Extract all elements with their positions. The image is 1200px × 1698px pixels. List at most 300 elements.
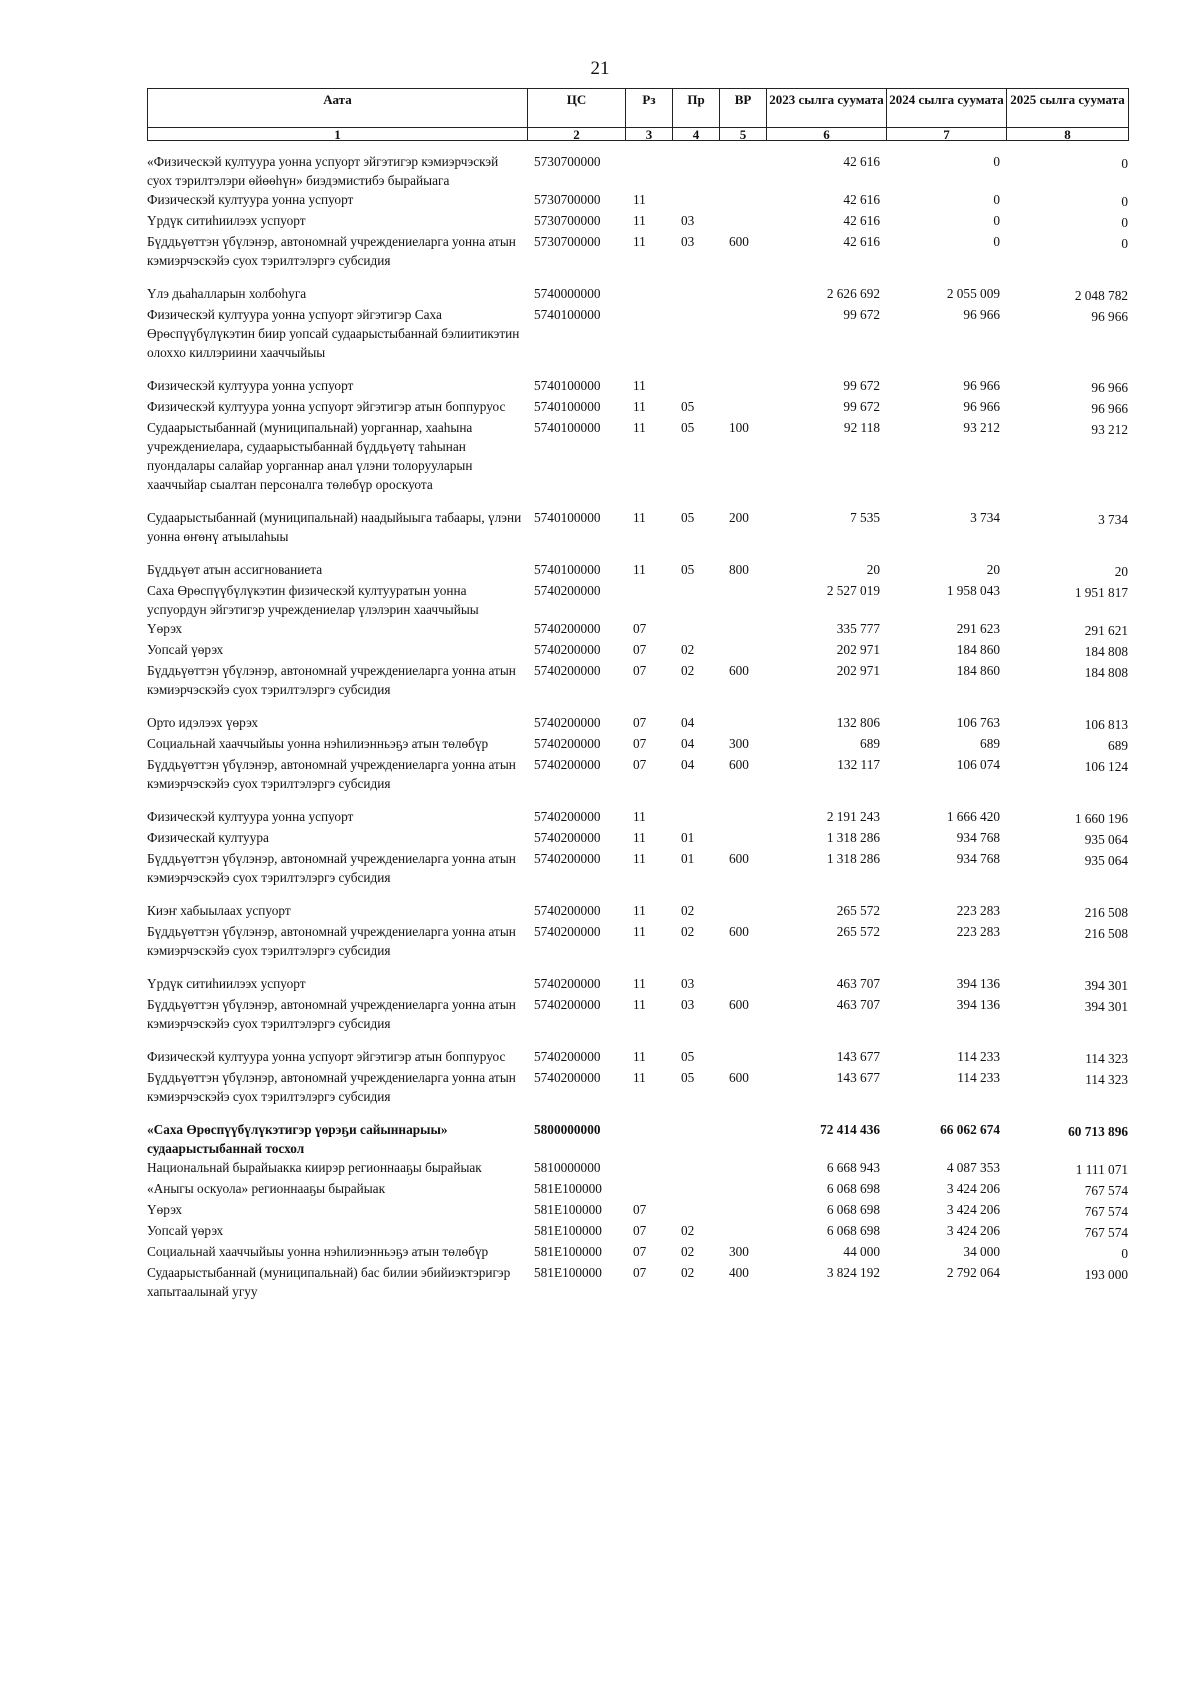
row-vr: 300: [729, 1244, 749, 1259]
column-number: 2: [528, 128, 626, 141]
row-rz: 11: [633, 234, 646, 249]
row-rz: [625, 284, 672, 305]
row-2025: 93 212: [1091, 422, 1128, 437]
table-row: [147, 211, 1128, 232]
table-row: [147, 1179, 1128, 1200]
row-pr: [672, 807, 719, 828]
row-name: Физическэй култуура уонна успуорт: [147, 809, 354, 824]
row-2025: 184 808: [1084, 644, 1128, 659]
row-rz: 11: [633, 903, 646, 918]
row-2024: 934 768: [956, 830, 1000, 845]
row-vr: [719, 619, 766, 640]
row-2025: 0: [1121, 215, 1128, 230]
row-pr: [672, 1200, 719, 1221]
column-number: 6: [767, 128, 887, 141]
row-name: Бүддьүөттэн үбүлэнэр, автономнай учреждениеларга уонна атын кэмиэрчэскэйэ суох тэрилтэлэргэ субсидия: [147, 997, 516, 1031]
row-vr: [719, 828, 766, 849]
row-rz: [625, 1120, 672, 1158]
row-2023: 2 626 692: [826, 286, 880, 301]
row-rz: 11: [633, 976, 646, 991]
row-name: Киэҥ хабыылаах успуорт: [147, 903, 291, 918]
page-number: 21: [590, 58, 610, 79]
row-cs: 5730700000: [534, 192, 601, 207]
row-name: Физическэй култуура уонна успуорт эйгэтигэр Саха Өрөспүүбүлүкэтин биир уопсай судаарыстыбаннай бэлиитикэтин олоххо киллэриини хааччыйыы: [147, 307, 520, 360]
row-name: Бүддьүөттэн үбүлэнэр, автономнай учреждениеларга уонна атын кэмиэрчэскэйэ суох тэрилтэлэргэ субсидия: [147, 1070, 516, 1104]
row-name: Судаарыстыбаннай (муниципальнай) уорганнар, хааһына учреждениелара, судаарыстыбаннай бүддьүөтү таһынан пуондалары салайар уорганнар анал үлэни толорууларын хааччыйар сыалтан персоналга төлөбүр ороскуота: [147, 420, 473, 492]
row-2025: 184 808: [1084, 665, 1128, 680]
row-2023: 689: [860, 736, 880, 751]
row-pr: 05: [681, 1049, 695, 1064]
row-pr: 05: [681, 1070, 695, 1085]
row-2023: 335 777: [836, 621, 880, 636]
row-2023: 3 824 192: [826, 1265, 880, 1280]
row-cs: 5740200000: [534, 924, 601, 939]
table-row: [147, 284, 1128, 305]
row-name: Бүддьүөттэн үбүлэнэр, автономнай учреждениеларга уонна атын кэмиэрчэскэйэ суох тэрилтэлэргэ субсидия: [147, 663, 516, 697]
row-2024: 2 055 009: [946, 286, 1000, 301]
header-col-name: Аата: [148, 89, 528, 128]
row-2023: 42 616: [843, 154, 880, 169]
row-pr: 03: [681, 976, 695, 991]
row-2025: 96 966: [1091, 380, 1128, 395]
table-row: [147, 1120, 1128, 1158]
row-pr: 05: [681, 399, 695, 414]
row-vr: [719, 211, 766, 232]
row-name: Судаарыстыбаннай (муниципальнай) наадыйыыга табаары, үлэни уонна өҥөнү атыылаһыы: [147, 510, 522, 544]
table-row: [147, 901, 1128, 922]
row-cs: 5740100000: [534, 420, 601, 435]
row-2024: 34 000: [963, 1244, 1000, 1259]
row-2024: 4 087 353: [946, 1160, 1000, 1175]
row-2025: 0: [1121, 156, 1128, 171]
row-rz: 11: [633, 399, 646, 414]
row-name: Уопсай үөрэх: [147, 1223, 224, 1238]
row-2025: 216 508: [1084, 905, 1128, 920]
row-cs: 5740200000: [534, 1049, 601, 1064]
row-2023: 143 677: [836, 1070, 880, 1085]
row-2023: 202 971: [836, 642, 880, 657]
row-vr: [719, 640, 766, 661]
row-2023: 463 707: [836, 997, 880, 1012]
row-2024: 106 074: [956, 757, 1000, 772]
row-rz: 07: [633, 1202, 647, 1217]
row-rz: 11: [633, 1070, 646, 1085]
row-rz: 07: [633, 642, 647, 657]
row-2023: 265 572: [836, 903, 880, 918]
row-rz: [625, 305, 672, 376]
row-vr: [719, 1221, 766, 1242]
row-cs: 5740200000: [534, 736, 601, 751]
table-row: [147, 640, 1128, 661]
row-vr: 600: [729, 1070, 749, 1085]
row-vr: [719, 974, 766, 995]
row-pr: [672, 305, 719, 376]
row-vr: [719, 284, 766, 305]
row-pr: 03: [681, 213, 695, 228]
table-row: [147, 713, 1128, 734]
row-cs: 581E100000: [534, 1265, 602, 1280]
row-pr: [672, 284, 719, 305]
column-number: 3: [626, 128, 673, 141]
row-2024: 394 136: [956, 976, 1000, 991]
row-2025: 935 064: [1084, 853, 1128, 868]
row-cs: 5800000000: [534, 1122, 601, 1137]
row-rz: 11: [633, 997, 646, 1012]
row-2023: 2 527 019: [826, 583, 880, 598]
row-2025: 767 574: [1084, 1204, 1128, 1219]
row-vr: [719, 713, 766, 734]
row-2024: 96 966: [963, 399, 1000, 414]
row-vr: 600: [729, 851, 749, 866]
row-rz: 07: [633, 1265, 647, 1280]
row-rz: 11: [633, 420, 646, 435]
row-2024: 223 283: [956, 924, 1000, 939]
row-cs: 5740200000: [534, 663, 601, 678]
table-row: [147, 807, 1128, 828]
row-2023: 265 572: [836, 924, 880, 939]
row-name: Үрдүк ситиһиилээх успуорт: [147, 213, 306, 228]
table-row: [147, 619, 1128, 640]
row-2023: 6 668 943: [826, 1160, 880, 1175]
row-2024: 2 792 064: [946, 1265, 1000, 1280]
row-name: Бүддьүөттэн үбүлэнэр, автономнай учреждениеларга уонна атын кэмиэрчэскэйэ суох тэрилтэлэргэ субсидия: [147, 234, 516, 268]
row-2025: 394 301: [1084, 978, 1128, 993]
row-rz: 07: [633, 736, 647, 751]
row-2024: 3 424 206: [946, 1223, 1000, 1238]
table-row: [147, 1263, 1128, 1301]
row-pr: 05: [681, 420, 695, 435]
row-vr: 300: [729, 736, 749, 751]
row-vr: [719, 901, 766, 922]
row-name: Физическэй култуура уонна успуорт эйгэтигэр атын боппуруос: [147, 399, 506, 414]
row-vr: 100: [729, 420, 749, 435]
row-rz: 11: [633, 562, 646, 577]
row-pr: [672, 1120, 719, 1158]
row-name: Судаарыстыбаннай (муниципальнай) бас билии эбийиэктэригэр хапытаалынай угуу: [147, 1265, 511, 1299]
table-row: [147, 1158, 1128, 1179]
table-row: [147, 849, 1128, 901]
column-number: 7: [887, 128, 1007, 141]
row-pr: [672, 190, 719, 211]
header-col-2023: 2023 сылга суумата: [767, 89, 887, 128]
row-rz: 07: [633, 663, 647, 678]
row-2023: 202 971: [836, 663, 880, 678]
row-pr: 04: [681, 736, 695, 751]
row-2024: 1 666 420: [946, 809, 1000, 824]
row-2023: 99 672: [843, 399, 880, 414]
row-rz: 07: [633, 1223, 647, 1238]
row-pr: 02: [681, 642, 695, 657]
row-2025: 3 734: [1098, 512, 1128, 527]
row-2025: 1 660 196: [1074, 811, 1128, 826]
row-2025: 0: [1121, 1246, 1128, 1261]
row-pr: 05: [681, 562, 695, 577]
row-cs: 5730700000: [534, 213, 601, 228]
row-vr: [719, 152, 766, 190]
row-rz: 07: [633, 621, 647, 636]
row-cs: 5740200000: [534, 757, 601, 772]
row-2024: 20: [986, 562, 1000, 577]
row-2024: 184 860: [956, 642, 1000, 657]
row-2023: 92 118: [843, 420, 880, 435]
row-2025: 20: [1114, 564, 1128, 579]
row-cs: 5740200000: [534, 830, 601, 845]
row-pr: 04: [681, 715, 695, 730]
column-number: 1: [148, 128, 528, 141]
row-vr: [719, 376, 766, 397]
row-name: Бүддьүөттэн үбүлэнэр, автономнай учреждениеларга уонна атын кэмиэрчэскэйэ суох тэрилтэлэргэ субсидия: [147, 851, 516, 885]
row-vr: [719, 1179, 766, 1200]
row-vr: [719, 581, 766, 619]
row-rz: 11: [633, 924, 646, 939]
row-rz: [625, 152, 672, 190]
row-cs: 5740100000: [534, 510, 601, 525]
header-col-cs: ЦС: [528, 89, 626, 128]
row-2024: 3 734: [970, 510, 1000, 525]
row-vr: [719, 1120, 766, 1158]
row-name: Уопсай үөрэх: [147, 642, 224, 657]
row-2025: 0: [1121, 194, 1128, 209]
row-name: Саха Өрөспүүбүлүкэтин физическэй култууратын уонна успуордун эйгэтигэр учреждениелар үлэлэрин хааччыйыы: [147, 583, 479, 617]
row-2025: 291 621: [1084, 623, 1128, 638]
row-2023: 463 707: [836, 976, 880, 991]
row-2023: 42 616: [843, 192, 880, 207]
table-row: [147, 755, 1128, 807]
row-cs: 581E100000: [534, 1223, 602, 1238]
row-vr: [719, 305, 766, 376]
table-row: [147, 1068, 1128, 1120]
table-row: [147, 995, 1128, 1047]
row-pr: 02: [681, 924, 695, 939]
row-vr: 600: [729, 997, 749, 1012]
row-rz: [625, 581, 672, 619]
row-2025: 1 951 817: [1074, 585, 1128, 600]
row-2025: 193 000: [1084, 1267, 1128, 1282]
row-2025: 216 508: [1084, 926, 1128, 941]
row-name: «Аныгы оскуола» регионнааҕы бырайыак: [147, 1181, 386, 1196]
row-cs: 5740200000: [534, 621, 601, 636]
row-vr: 800: [729, 562, 749, 577]
row-rz: 11: [633, 192, 646, 207]
row-2024: 114 233: [957, 1070, 1000, 1085]
row-2025: 1 111 071: [1075, 1162, 1128, 1177]
row-cs: 5740200000: [534, 809, 601, 824]
row-2024: 0: [993, 213, 1000, 228]
row-2023: 1 318 286: [826, 830, 880, 845]
row-cs: 5730700000: [534, 154, 601, 169]
row-2024: 96 966: [963, 378, 1000, 393]
row-2024: 934 768: [956, 851, 1000, 866]
row-vr: [719, 397, 766, 418]
row-2023: 6 068 698: [826, 1223, 880, 1238]
row-rz: 11: [633, 851, 646, 866]
row-pr: 05: [681, 510, 695, 525]
row-2023: 42 616: [843, 213, 880, 228]
row-2025: 935 064: [1084, 832, 1128, 847]
row-cs: 581E100000: [534, 1181, 602, 1196]
row-2025: 60 713 896: [1068, 1124, 1128, 1139]
row-name: «Физическэй култуура уонна успуорт эйгэтигэр кэмиэрчэскэй суох тэрилтэлэри өйөөһүн» биэдэмистибэ бырайыага: [147, 154, 499, 188]
row-2025: 767 574: [1084, 1225, 1128, 1240]
row-2024: 0: [993, 192, 1000, 207]
row-vr: 600: [729, 924, 749, 939]
row-2023: 42 616: [843, 234, 880, 249]
row-2025: 114 323: [1085, 1051, 1128, 1066]
table-row: [147, 1047, 1128, 1068]
row-2025: 106 813: [1084, 717, 1128, 732]
row-name: Физическэй култуура уонна успуорт: [147, 192, 354, 207]
row-2025: 106 124: [1084, 759, 1128, 774]
row-2024: 66 062 674: [940, 1122, 1000, 1137]
row-rz: [625, 1158, 672, 1179]
row-2023: 99 672: [843, 378, 880, 393]
row-2023: 6 068 698: [826, 1181, 880, 1196]
row-cs: 581E100000: [534, 1202, 602, 1217]
row-2025: 767 574: [1084, 1183, 1128, 1198]
table-row: [147, 376, 1128, 397]
row-name: Социальнай хааччыйыы уонна нэһилиэнньэҕэ атын төлөбүр: [147, 1244, 489, 1259]
row-name: Бүддьүөт атын ассигнованиета: [147, 562, 323, 577]
row-vr: 400: [729, 1265, 749, 1280]
row-cs: 581E100000: [534, 1244, 602, 1259]
row-2024: 3 424 206: [946, 1181, 1000, 1196]
row-cs: 5740200000: [534, 851, 601, 866]
header-col-2024: 2024 сылга суумата: [887, 89, 1007, 128]
row-pr: 01: [681, 830, 695, 845]
table-row: [147, 1221, 1128, 1242]
column-number: 4: [673, 128, 720, 141]
row-vr: 200: [729, 510, 749, 525]
row-vr: 600: [729, 234, 749, 249]
row-pr: 02: [681, 1223, 695, 1238]
table-row: [147, 305, 1128, 376]
row-name: Орто идэлээх үөрэх: [147, 715, 258, 730]
row-pr: 03: [681, 234, 695, 249]
row-pr: [672, 152, 719, 190]
row-2023: 99 672: [843, 307, 880, 322]
row-2023: 72 414 436: [820, 1122, 880, 1137]
table-row: [147, 190, 1128, 211]
row-2025: 689: [1108, 738, 1128, 753]
header-col-rz: Рз: [626, 89, 673, 128]
row-rz: 11: [633, 830, 646, 845]
row-rz: 11: [633, 510, 646, 525]
row-pr: 02: [681, 1265, 695, 1280]
row-cs: 5740200000: [534, 583, 601, 598]
row-name: Физическэй култуура уонна успуорт: [147, 378, 354, 393]
table-row: [147, 232, 1128, 284]
row-vr: [719, 1047, 766, 1068]
table-row: [147, 1200, 1128, 1221]
row-2025: 96 966: [1091, 401, 1128, 416]
row-2023: 2 191 243: [826, 809, 880, 824]
row-cs: 5740200000: [534, 903, 601, 918]
column-number: 5: [720, 128, 767, 141]
budget-table: [147, 152, 1128, 1301]
row-name: «Саха Өрөспүүбүлүкэтигэр үөрэҕи сайыннарыы» судаарыстыбаннай тосхол: [147, 1122, 448, 1156]
table-row: [147, 922, 1128, 974]
table-row: [147, 418, 1128, 508]
row-cs: 5740200000: [534, 715, 601, 730]
row-cs: 5730700000: [534, 234, 601, 249]
row-cs: 5740100000: [534, 378, 601, 393]
row-name: Үөрэх: [147, 621, 183, 636]
row-2024: 3 424 206: [946, 1202, 1000, 1217]
header-column-numbers: [148, 128, 1129, 141]
row-2025: 394 301: [1084, 999, 1128, 1014]
row-pr: 03: [681, 997, 695, 1012]
row-pr: [672, 1179, 719, 1200]
row-2024: 394 136: [956, 997, 1000, 1012]
row-2025: 2 048 782: [1074, 288, 1128, 303]
header-col-vr: ВР: [720, 89, 767, 128]
row-cs: 5740100000: [534, 562, 601, 577]
row-vr: [719, 1158, 766, 1179]
row-rz: 07: [633, 757, 647, 772]
row-name: Национальнай бырайыакка киирэр регионнааҕы бырайыак: [147, 1160, 482, 1175]
row-2023: 1 318 286: [826, 851, 880, 866]
row-2024: 184 860: [956, 663, 1000, 678]
row-2023: 143 677: [836, 1049, 880, 1064]
row-2025: 96 966: [1091, 309, 1128, 324]
row-2023: 20: [866, 562, 880, 577]
row-vr: [719, 807, 766, 828]
row-vr: [719, 1200, 766, 1221]
row-cs: 5740000000: [534, 286, 601, 301]
table-row: [147, 152, 1128, 190]
row-name: Социальнай хааччыйыы уонна нэһилиэнньэҕэ атын төлөбүр: [147, 736, 489, 751]
row-2024: 223 283: [956, 903, 1000, 918]
row-2024: 1 958 043: [946, 583, 1000, 598]
row-cs: 5740200000: [534, 1070, 601, 1085]
row-2024: 0: [993, 154, 1000, 169]
row-2023: 132 117: [837, 757, 880, 772]
column-number: 8: [1007, 128, 1129, 141]
row-2024: 96 966: [963, 307, 1000, 322]
row-pr: [672, 1158, 719, 1179]
row-pr: [672, 581, 719, 619]
row-2025: 0: [1121, 236, 1128, 251]
row-pr: 02: [681, 663, 695, 678]
row-cs: 5740200000: [534, 642, 601, 657]
header-col-2025: 2025 сылга суумата: [1007, 89, 1129, 128]
row-name: Физическэй култуура уонна успуорт эйгэтигэр атын боппуруос: [147, 1049, 506, 1064]
table-row: [147, 560, 1128, 581]
row-cs: 5740100000: [534, 307, 601, 322]
table-row: [147, 1242, 1128, 1263]
row-pr: [672, 619, 719, 640]
budget-table-body: [147, 152, 1128, 1301]
row-pr: 02: [681, 1244, 695, 1259]
row-2024: 93 212: [963, 420, 1000, 435]
row-rz: 11: [633, 809, 646, 824]
row-name: Бүддьүөттэн үбүлэнэр, автономнай учреждениеларга уонна атын кэмиэрчэскэйэ суох тэрилтэлэргэ субсидия: [147, 757, 516, 791]
row-2024: 106 763: [956, 715, 1000, 730]
row-2023: 44 000: [843, 1244, 880, 1259]
row-2023: 132 806: [836, 715, 880, 730]
row-cs: 5740200000: [534, 997, 601, 1012]
row-rz: [625, 1179, 672, 1200]
row-name: Физическай култуура: [147, 830, 269, 845]
row-rz: 11: [633, 213, 646, 228]
header-col-pr: Пр: [673, 89, 720, 128]
table-row: [147, 508, 1128, 560]
row-rz: 07: [633, 715, 647, 730]
row-name: Үлэ дьаһалларын холбоһуга: [147, 286, 307, 301]
row-vr: [719, 190, 766, 211]
row-2023: 6 068 698: [826, 1202, 880, 1217]
row-rz: 11: [633, 378, 646, 393]
